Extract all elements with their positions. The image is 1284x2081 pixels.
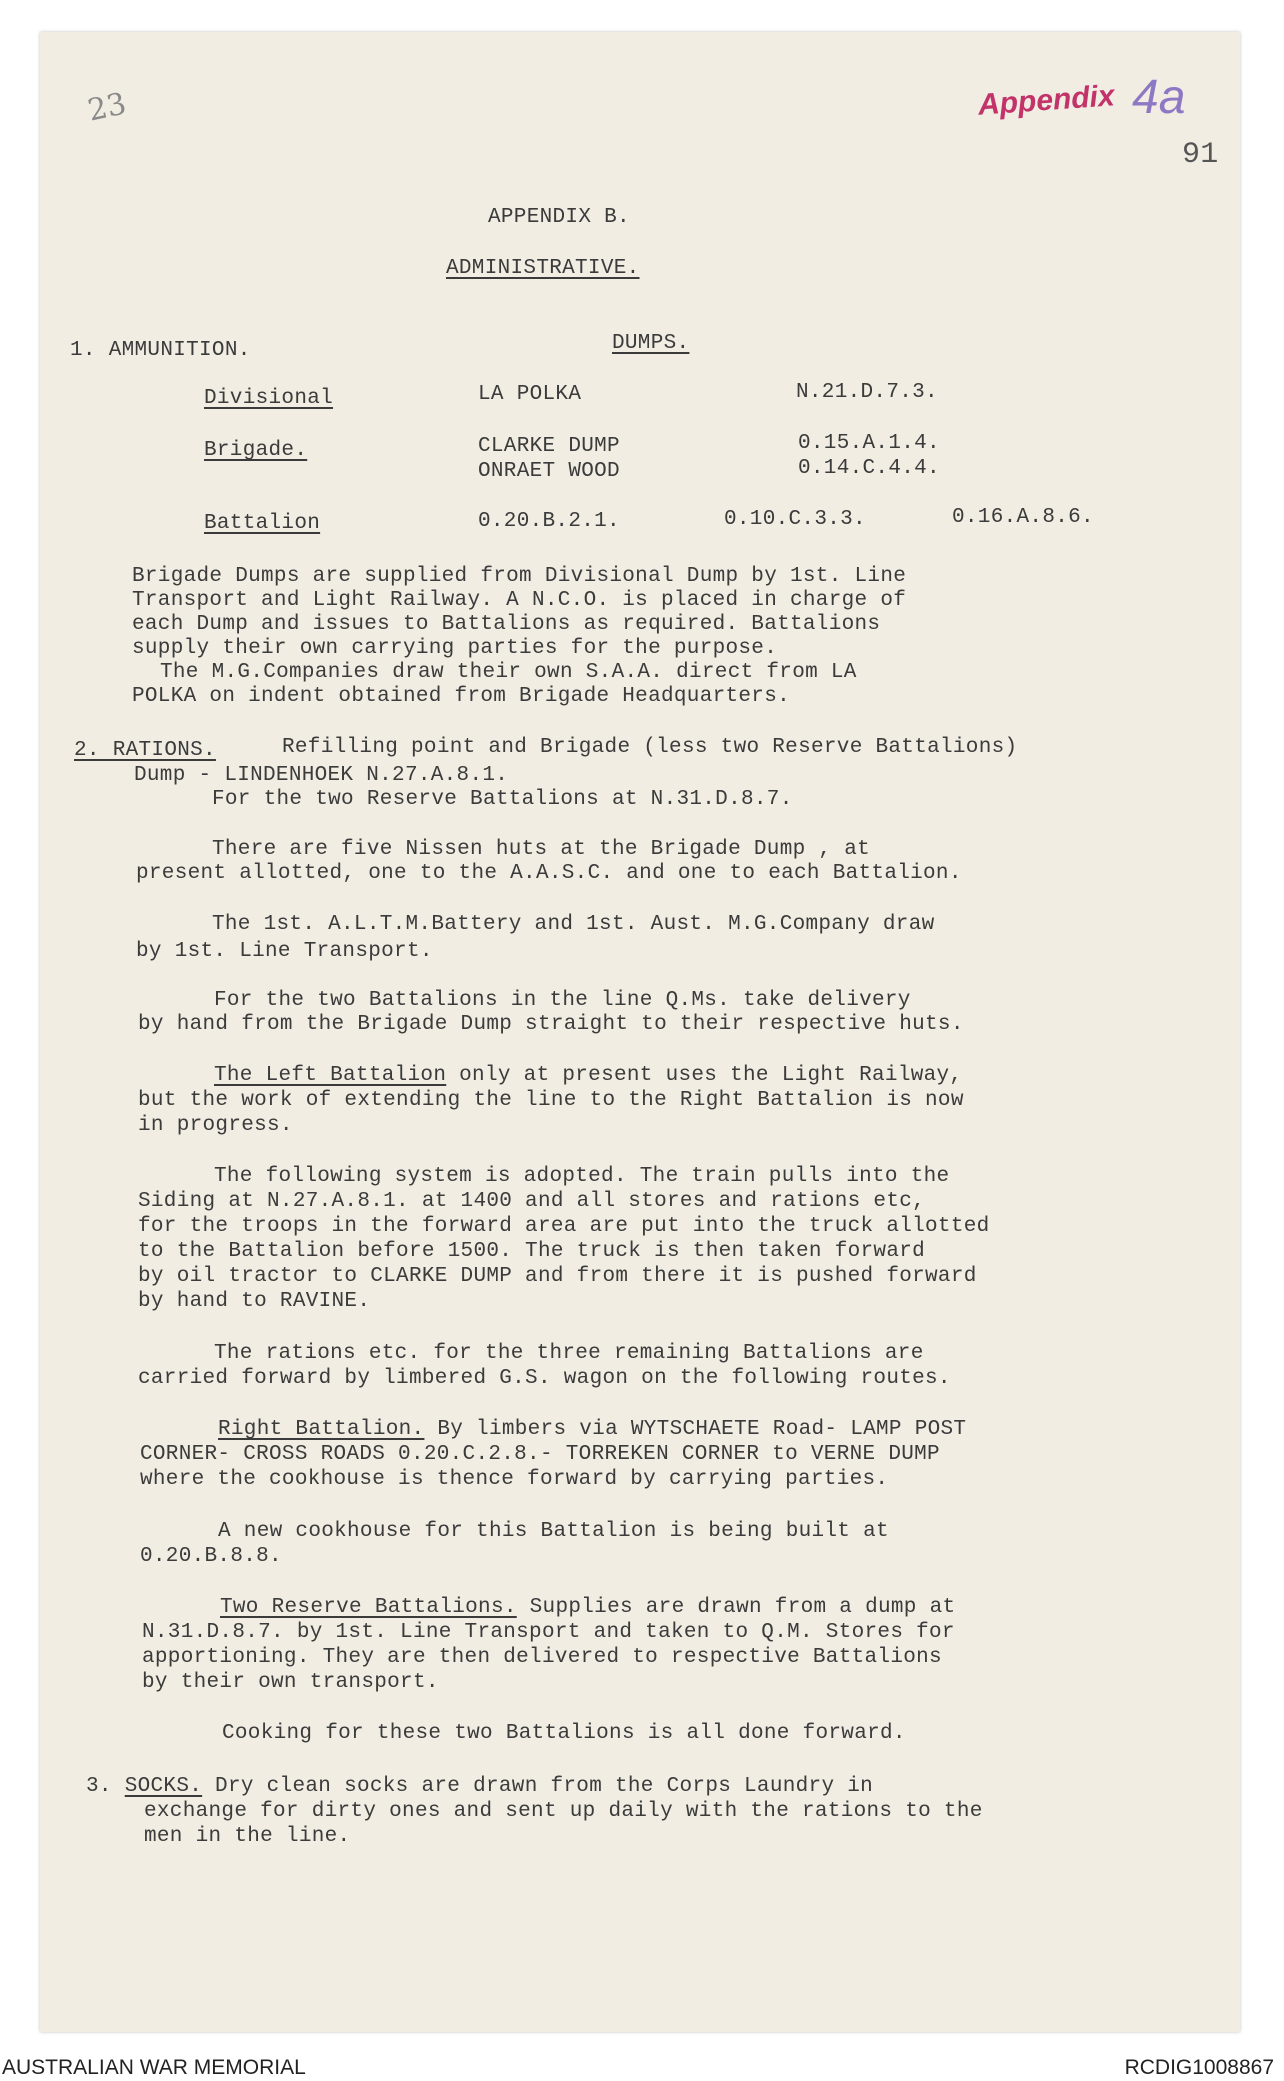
paragraph-line: by 1st. Line Transport. <box>136 940 433 963</box>
paragraph-line: There are five Nissen huts at the Brigade Dump , at <box>212 838 871 861</box>
paragraph-line: The M.G.Companies draw their own S.A.A. direct from LA <box>160 661 857 684</box>
paragraph-line: Two Reserve Battalions. Supplies are drawn from a dump at <box>220 1596 956 1619</box>
dump-level: Battalion <box>204 512 321 535</box>
paragraph-line: exchange for dirty ones and sent up daily with the rations to the <box>144 1800 983 1823</box>
dump-map-ref: 0.15.A.1.4. <box>798 432 940 455</box>
dump-map-ref: 0.14.C.4.4. <box>798 457 940 480</box>
dump-name: CLARKE DUMP <box>478 435 620 458</box>
footer-record-id: RCDIG1008867 <box>1124 2056 1274 2079</box>
paragraph-line: The rations etc. for the three remaining Battalions are <box>214 1342 924 1365</box>
paragraph-line: The following system is adopted. The train pulls into the <box>214 1165 950 1188</box>
paragraph-line: by their own transport. <box>142 1671 439 1694</box>
paragraph-line: men in the line. <box>144 1825 351 1848</box>
paragraph-line: For the two Battalions in the line Q.Ms. take delivery <box>214 989 911 1012</box>
right-battalion-label: Right Battalion. <box>218 1418 425 1441</box>
dump-name: LA POLKA <box>478 383 582 406</box>
paragraph-line: For the two Reserve Battalions at N.31.D.8.7. <box>212 788 793 811</box>
paragraph-line: N.31.D.8.7. by 1st. Line Transport and taken to Q.M. Stores for <box>142 1621 955 1644</box>
dump-level: Brigade. <box>204 439 308 462</box>
dumps-header: DUMPS. <box>612 332 690 355</box>
section-socks-label: SOCKS. <box>124 1775 203 1798</box>
paragraph-line: 0.20.B.8.8. <box>140 1545 282 1568</box>
document-subtitle: ADMINISTRATIVE. <box>446 257 640 280</box>
paragraph-line: POLKA on indent obtained from Brigade Headquarters. <box>132 685 791 708</box>
paragraph-line: Transport and Light Railway. A N.C.O. is placed in charge of <box>132 589 907 612</box>
dump-map-ref: 0.16.A.8.6. <box>952 506 1094 529</box>
pencil-page-number: 23 <box>84 86 130 129</box>
paragraph-line: present allotted, one to the A.A.S.C. and one to each Battalion. <box>136 862 962 885</box>
section-ammunition-label: 1. AMMUNITION. <box>70 339 251 362</box>
dump-map-ref: N.21.D.7.3. <box>796 381 938 404</box>
section-socks-number: 3. <box>86 1775 112 1798</box>
paragraph-line: apportioning. They are then delivered to respective Battalions <box>142 1646 942 1669</box>
paragraph-line: Cooking for these two Battalions is all done forward. <box>222 1722 906 1745</box>
dump-map-ref: 0.20.B.2.1. <box>478 510 620 533</box>
folio-number: 91 <box>1182 138 1219 172</box>
paragraph-line: carried forward by limbered G.S. wagon on the following routes. <box>138 1367 951 1390</box>
paragraph-line: by oil tractor to CLARKE DUMP and from there it is pushed forward <box>138 1265 977 1288</box>
paragraph-line: Refilling point and Brigade (less two Reserve Battalions) <box>282 736 1018 759</box>
paragraph-line: but the work of extending the line to the Right Battalion is now <box>138 1089 964 1112</box>
paragraph-line: Right Battalion. By limbers via WYTSCHAETE Road- LAMP POST <box>218 1418 967 1441</box>
dump-name: ONRAET WOOD <box>478 460 620 483</box>
paragraph-line: for the troops in the forward area are put into the truck allotted <box>138 1215 990 1238</box>
paragraph-line: in progress. <box>138 1114 293 1137</box>
footer-source: AUSTRALIAN WAR MEMORIAL <box>2 2056 306 2079</box>
paragraph-line: Brigade Dumps are supplied from Divisional Dump by 1st. Line <box>132 565 907 588</box>
paragraph-line: 3. SOCKS. Dry clean socks are drawn from the Corps Laundry in <box>86 1775 874 1798</box>
paragraph-line: each Dump and issues to Battalions as required. Battalions <box>132 613 881 636</box>
paragraph-line: The Left Battalion only at present uses the Light Railway, <box>214 1064 963 1087</box>
appendix-stamp: Appendix <box>976 79 1116 122</box>
dump-level: Divisional <box>204 387 334 410</box>
paragraph-line: supply their own carrying parties for the purpose. <box>132 637 778 660</box>
section-rations-label: 2. RATIONS. <box>74 739 216 762</box>
reserve-battalions-label: Two Reserve Battalions. <box>220 1596 517 1619</box>
paragraph-line: Dump - LINDENHOEK N.27.A.8.1. <box>134 764 509 787</box>
appendix-number-handwritten: 4a <box>1132 71 1186 124</box>
paragraph-line: CORNER- CROSS ROADS 0.20.C.2.8.- TORREKEN CORNER to VERNE DUMP <box>140 1443 940 1466</box>
paragraph-line: The 1st. A.L.T.M.Battery and 1st. Aust. M.G.Company draw <box>212 913 935 936</box>
paragraph-line: by hand to RAVINE. <box>138 1290 371 1313</box>
paragraph-line: where the cookhouse is thence forward by carrying parties. <box>140 1468 889 1491</box>
paragraph-line: to the Battalion before 1500. The truck is then taken forward <box>138 1240 926 1263</box>
document-title: APPENDIX B. <box>488 206 630 229</box>
dump-map-ref: 0.10.C.3.3. <box>724 508 866 531</box>
paragraph-line: by hand from the Brigade Dump straight to their respective huts. <box>138 1013 964 1036</box>
paragraph-line: A new cookhouse for this Battalion is being built at <box>218 1520 889 1543</box>
left-battalion-label: The Left Battalion <box>214 1064 447 1087</box>
paragraph-line: Siding at N.27.A.8.1. at 1400 and all stores and rations etc, <box>138 1190 926 1213</box>
